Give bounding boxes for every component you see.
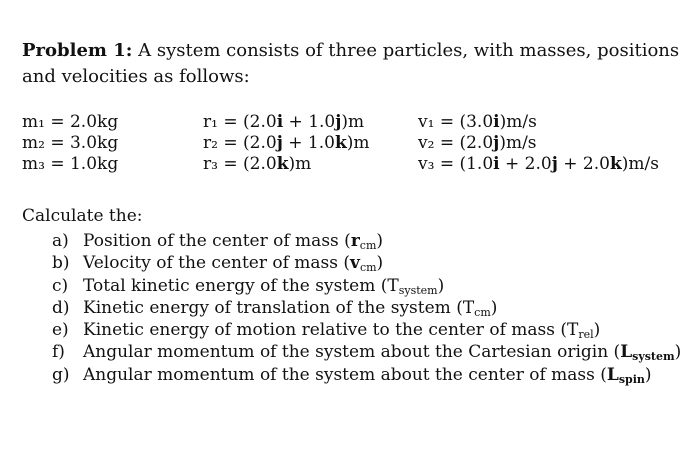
task-item-g xyxy=(52,364,681,386)
velocities-column xyxy=(418,112,659,175)
velocity-unit: )m/s xyxy=(499,112,537,132)
task-text: Angular momentum of the system about the center of mass ( xyxy=(83,364,607,385)
task-label: c) xyxy=(52,275,69,296)
position-part: + 1.0 xyxy=(283,112,336,132)
unit-vector: j xyxy=(276,133,283,153)
task-text: Kinetic energy of translation of the system ( xyxy=(83,297,463,318)
mass-value: = 2.0kg xyxy=(44,112,119,132)
task-symbol: v xyxy=(350,253,360,274)
mass-1 xyxy=(22,112,118,133)
task-item-e xyxy=(52,319,681,341)
task-subscript: cm xyxy=(474,305,491,319)
position-symbol: r₂ xyxy=(203,133,218,153)
task-text: Angular momentum of the system about the Cartesian origin ( xyxy=(83,342,621,363)
unit-vector: i xyxy=(276,112,284,132)
mass-symbol: m₂ xyxy=(22,133,45,153)
unit-vector: i xyxy=(493,112,500,132)
unit-vector: i xyxy=(493,154,500,174)
task-symbol: T xyxy=(387,275,399,296)
position-symbol: r₁ xyxy=(203,112,218,132)
task-symbol: T xyxy=(567,320,579,341)
task-label: a) xyxy=(52,231,69,251)
task-item-d xyxy=(52,297,681,319)
unit-vector: k xyxy=(276,154,289,174)
unit-vector: j xyxy=(493,133,500,153)
task-label: e) xyxy=(52,320,69,341)
velocity-part: = (3.0 xyxy=(434,112,494,132)
position-unit: )m xyxy=(288,154,312,174)
task-close: ) xyxy=(674,342,682,363)
task-close: ) xyxy=(593,320,601,341)
task-symbol: L xyxy=(620,342,633,363)
task-subscript: cm xyxy=(359,261,377,275)
position-unit: )m xyxy=(346,133,370,153)
unit-vector: k xyxy=(334,133,347,153)
velocity-part: + 2.0 xyxy=(499,154,552,174)
task-symbol: T xyxy=(462,297,475,318)
position-symbol: r₃ xyxy=(203,154,218,174)
masses-column xyxy=(22,112,118,175)
calculate-prompt: Calculate the: xyxy=(22,206,143,226)
position-part: = (2.0 xyxy=(217,112,277,132)
position-part: = (2.0 xyxy=(217,154,277,174)
position-3 xyxy=(203,154,369,175)
mass-value: = 3.0kg xyxy=(44,133,119,153)
task-close: ) xyxy=(490,297,498,318)
velocity-part: + 2.0 xyxy=(557,154,610,174)
task-close: ) xyxy=(644,364,652,385)
task-symbol: L xyxy=(606,364,619,385)
position-part: + 1.0 xyxy=(282,133,335,153)
velocity-3 xyxy=(418,154,659,175)
velocity-2 xyxy=(418,133,659,154)
unit-vector: k xyxy=(609,154,622,174)
velocity-symbol: v₃ xyxy=(418,154,435,174)
task-label: g) xyxy=(52,364,70,385)
task-item-b xyxy=(52,252,681,274)
position-1 xyxy=(203,112,369,133)
mass-2 xyxy=(22,133,118,154)
velocity-unit: )m/s xyxy=(499,133,537,153)
task-label: b) xyxy=(52,253,70,274)
task-close: ) xyxy=(376,231,384,251)
task-item-f xyxy=(52,341,681,363)
task-subscript: spin xyxy=(618,372,645,386)
task-close: ) xyxy=(437,275,445,296)
mass-value: = 1.0kg xyxy=(44,154,119,174)
task-item-a xyxy=(52,230,681,252)
positions-column xyxy=(203,112,369,175)
position-2 xyxy=(203,133,369,154)
task-list xyxy=(52,230,681,386)
mass-symbol: m₃ xyxy=(22,154,45,174)
problem-intro: A system consists of three particles, with masses, positions and velocities as follows: xyxy=(22,40,680,87)
task-subscript: rel xyxy=(578,328,594,342)
task-text: Kinetic energy of motion relative to the center of mass ( xyxy=(83,320,568,341)
velocity-unit: )m/s xyxy=(621,154,659,174)
problem-label: Problem 1: xyxy=(22,40,133,61)
problem-statement xyxy=(22,38,682,90)
velocity-1 xyxy=(418,112,659,133)
mass-3 xyxy=(22,154,118,175)
task-subscript: system xyxy=(632,350,675,364)
task-close: ) xyxy=(376,253,384,274)
task-text: Velocity of the center of mass ( xyxy=(83,253,351,274)
position-unit: )m xyxy=(341,112,365,132)
task-subscript: system xyxy=(398,283,438,297)
task-item-c xyxy=(52,275,681,297)
velocity-symbol: v₂ xyxy=(418,133,435,153)
task-symbol: r xyxy=(350,231,360,251)
task-label: d) xyxy=(52,297,70,318)
unit-vector: j xyxy=(335,112,342,132)
velocity-symbol: v₁ xyxy=(418,112,435,132)
velocity-part: = (2.0 xyxy=(434,133,494,153)
velocity-part: = (1.0 xyxy=(434,154,494,174)
task-text: Total kinetic energy of the system ( xyxy=(83,275,388,296)
task-text: Position of the center of mass ( xyxy=(83,231,351,251)
task-label: f) xyxy=(52,342,65,363)
position-part: = (2.0 xyxy=(217,133,277,153)
unit-vector: j xyxy=(551,154,558,174)
mass-symbol: m₁ xyxy=(22,112,45,132)
task-subscript: cm xyxy=(359,239,377,252)
